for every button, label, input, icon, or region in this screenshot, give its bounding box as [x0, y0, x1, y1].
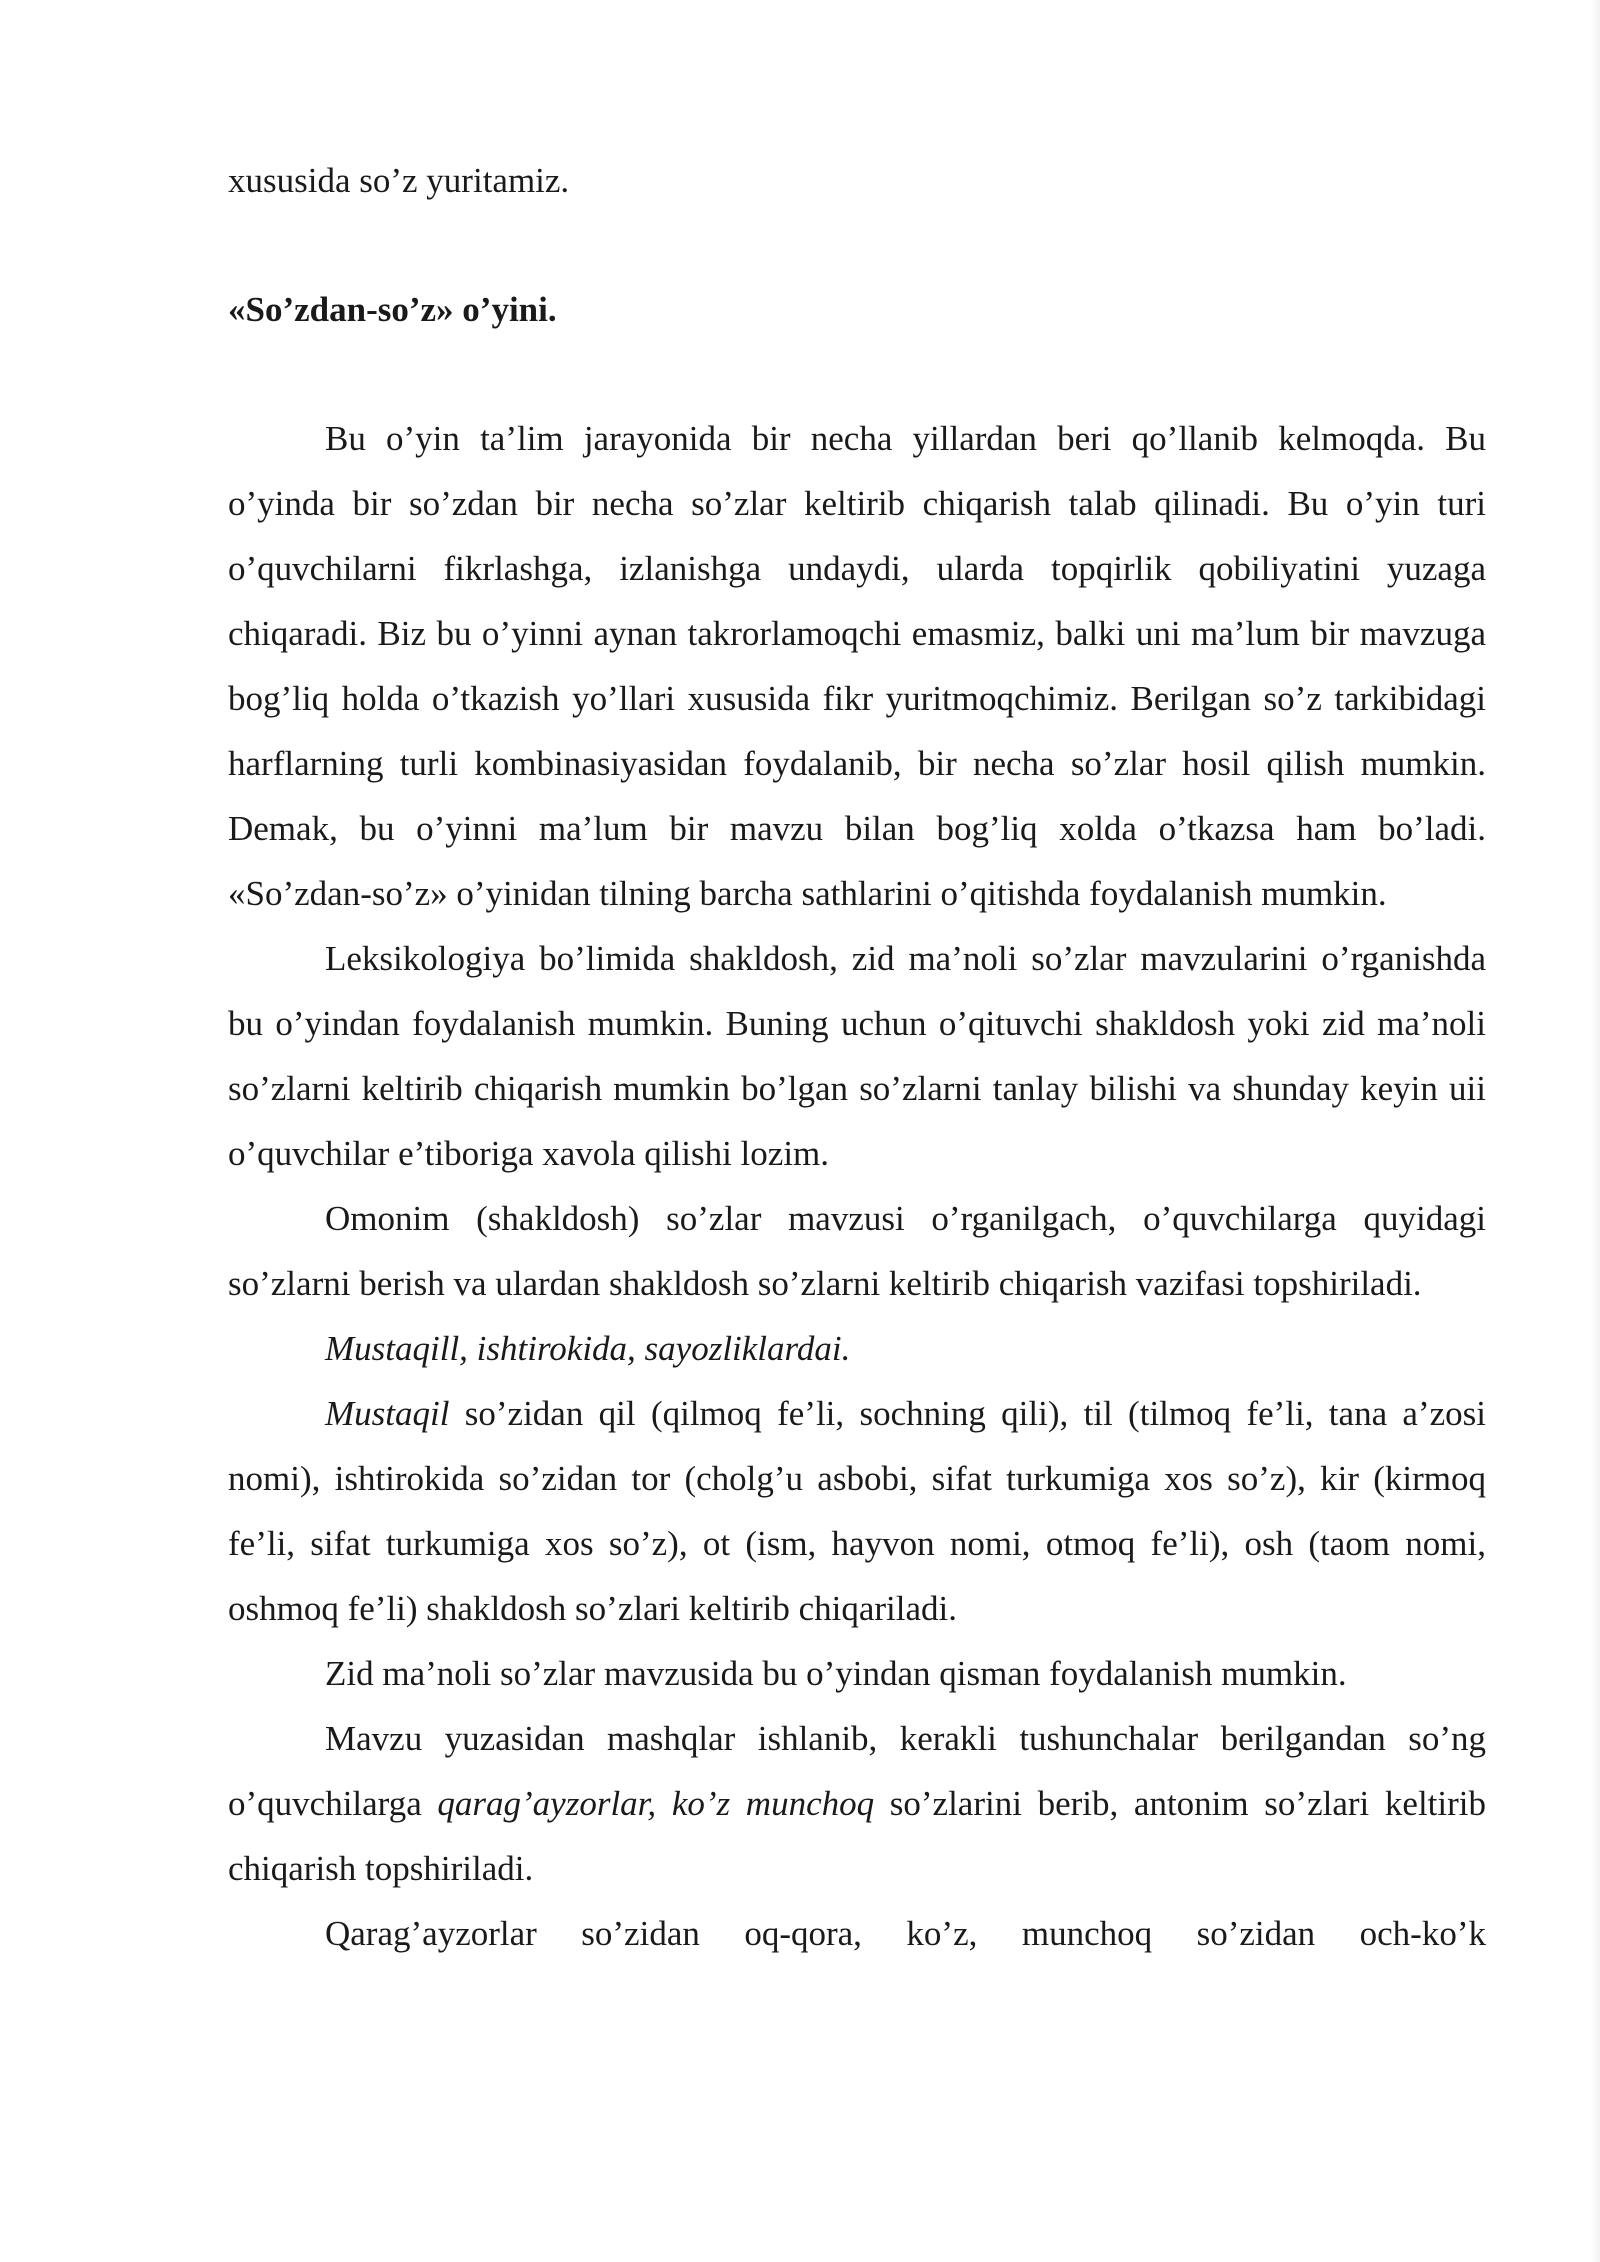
paragraph-antonym-results: Qarag’ayzorlar so’zidan oq-qora, ko’z, munchoq so’zidan och-ko’k — [325, 1914, 1486, 1953]
italic-example-words: qarag’ayzorlar, ko’z munchoq — [437, 1784, 875, 1823]
document-page — [228, 148, 1486, 1966]
intro-line: xususida so’z yuritamiz. — [228, 161, 570, 200]
paragraph-antonym-task — [228, 1706, 1486, 1901]
italic-word-mustaqil: Mustaqil — [325, 1394, 450, 1433]
paragraph-mustaqil-analysis — [228, 1381, 1486, 1641]
paragraph-example-words: Mustaqill, ishtirokida, sayozliklardai. — [325, 1329, 851, 1368]
paragraph-homonyms: Omonim (shakldosh) so’zlar mavzusi o’rganilgach, o’quvchilarga quyidagi so’zlarni berish va ulardan shakldosh so’zlarni keltirib chiqarish vazifasi topshiriladi. — [228, 1199, 1486, 1303]
page-edge-shadow — [1590, 0, 1600, 2262]
paragraph-game-description: Bu o’yin ta’lim jarayonida bir necha yillardan beri qo’llanib kelmoqda. Bu o’yinda bir so’zdan bir necha so’zlar keltirib chiqarish talab qilinadi. Bu o’yin turi o’quvchilarni fikrlashga, izlanishga undaydi, ularda topqirlik qobiliyatini yuzaga chiqaradi. Biz bu o’yinni aynan takrorlamoqchi emasmiz, balki uni ma’lum bir mavzuga bog’liq holda o’tkazish yo’llari xususida fikr yuritmoqchimiz. Berilgan so’z tarkibidagi harflarning turli kombinasiyasidan foydalanib, bir necha so’zlar hosil qilish mumkin. Demak, bu o’yinni ma’lum bir mavzu bilan bog’liq xolda o’tkazsa ham bo’ladi. «So’zdan-so’z» o’yinidan tilning barcha sathlarini o’qitishda foydalanish mumkin. — [228, 419, 1486, 913]
paragraph-antonyms-intro: Zid ma’noli so’zlar mavzusida bu o’yindan qisman foydalanish mumkin. — [325, 1654, 1347, 1693]
section-heading: «So’zdan-so’z» o’yini. — [228, 290, 557, 329]
paragraph-antonym-task-start: Mavzu yuzasidan mashqlar ishlanib, kerakli tushunchalar berilgandan so’ng o’quvchilarga — [228, 1719, 1486, 1823]
paragraph-lexicology: Leksikologiya bo’limida shakldosh, zid ma’noli so’zlar mavzularini o’rganishda bu o’yindan foydalanish mumkin. Buning uchun o’qituvchi shakldosh yoki zid ma’noli so’zlarni keltirib chiqarish mumkin bo’lgan so’zlarni tanlay bilishi va shunday keyin uii o’quvchilar e’tiboriga xavola qilishi lozim. — [228, 939, 1486, 1173]
paragraph-antonym-task-end: so’zlarini berib, antonim so’zlari keltirib chiqarish topshiriladi. — [228, 1784, 1486, 1888]
paragraph-mustaqil-text: so’zidan qil (qilmoq fe’li, sochning qili), til (tilmoq fe’li, tana a’zosi nomi), ishtirokida so’zidan tor (cholg’u asbobi, sifat turkumiga xos so’z), kir (kirmoq fe’li, sifat turkumiga xos so’z), ot (ism, hayvon nomi, otmoq fe’li), osh (taom nomi, oshmoq fe’li) shakldosh so’zlari keltirib chiqariladi. — [228, 1394, 1486, 1628]
